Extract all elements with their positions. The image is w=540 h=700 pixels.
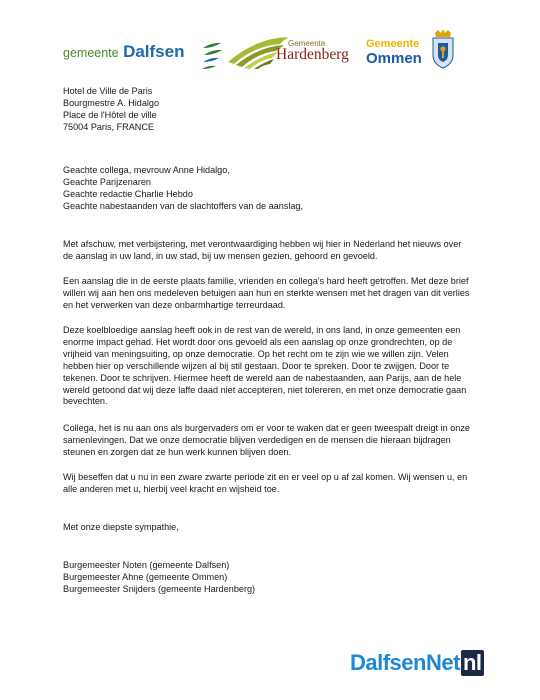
address-line: Place de l'Hôtel de ville [63, 109, 157, 120]
body-paragraph-5 [63, 472, 483, 496]
salutation-line: Geachte redactie Charlie Hebdo [63, 188, 193, 199]
salutation-line: Geachte nabestaanden van de slachtoffers van de aanslag, [63, 200, 303, 211]
ommen-logo-prefix: Gemeente [366, 38, 420, 50]
closing [63, 522, 179, 534]
watermark-part-net: Net [425, 650, 460, 675]
salutation-line: Geachte Parijzenaren [63, 176, 151, 187]
watermark-part-nl: nl [462, 650, 482, 675]
paragraph-text: Wij beseffen dat u nu in een zware zwarte periode zit en er veel op u af zal komen. Wij wensen u, en alle anderen met u, hierbij veel kracht en wijsheid toe. [63, 472, 468, 494]
body-paragraph-4 [63, 423, 483, 459]
ommen-logo-name: Ommen [366, 50, 422, 67]
ommen-logo [366, 38, 430, 68]
crest-icon [430, 29, 456, 69]
address-line: 75004 Paris, FRANCE [63, 121, 154, 132]
salutation-block [63, 165, 303, 213]
hardenberg-logo-name: Hardenberg [276, 46, 349, 63]
dalfsen-logo-prefix: gemeente [63, 46, 119, 60]
paragraph-text: Met afschuw, met verbijstering, met verontwaardiging hebben wij hier in Nederland het nieuws over de aanslag in uw land, in uw stad, bij uw mensen gezien, gehoord en gevoeld. [63, 239, 462, 261]
paragraph-text: Deze koelbloedige aanslag heeft ook in de rest van de wereld, in ons land, in onze gemeenten een enorme impact gehad. Het wordt door ons gevoeld als een aanslag op onze grondrechten, op de vrijheid van meningsuiting, op onze democratie. Op het recht om te zijn wie we willen zijn. Velen hebben hier op verschillende wijzen al bij stil gestaan. Door te spreken. Door te zwijgen. Door te tekenen. Door te schrijven. Hiermee heeft de wereld aan de nabestaanden, aan Parijs, aan de hele wereld getoond dat wij deze laffe daad niet accepteren, niet tolereren, en met onze democratie gaan bevechten. [63, 325, 467, 407]
dalfsen-logo-name: Dalfsen [123, 42, 185, 61]
watermark-part-dalfsen: Dalfsen [350, 650, 426, 675]
paragraph-text: Een aanslag die in de eerste plaats familie, vrienden en collega's hard heeft getroffen. Met deze brief willen wij aan hen ons medeleven betuigen aan hun en sterkte wensen met het dragen van dit verlies en het verwerken van deze onbarmhartige terreurdaad. [63, 276, 470, 310]
dalfsen-logo [63, 40, 223, 70]
dalfsen-leaf-icon [201, 40, 223, 70]
address-line: Bourgmestre A. Hidalgo [63, 97, 160, 108]
closing-text: Met onze diepste sympathie, [63, 522, 179, 532]
salutation-line: Geachte collega, mevrouw Anne Hidalgo, [63, 165, 230, 175]
recipient-address [63, 86, 159, 134]
body-paragraph-3 [63, 325, 483, 408]
signature-line: Burgemeester Noten (gemeente Dalfsen) [63, 560, 230, 570]
body-paragraph-2 [63, 276, 483, 312]
paragraph-text: Collega, het is nu aan ons als burgervaders om er voor te waken dat er geen tweespalt dreigt in onze samenlevingen. Dat we onze democratie blijven verdedigen en de mensen die hieraan bijdragen steunen en zorgen dat ze hun werk kunnen blijven doen. [63, 423, 470, 457]
signature-line: Burgemeester Ahne (gemeente Ommen) [63, 571, 228, 582]
body-paragraph-1 [63, 239, 483, 263]
address-line: Hotel de Ville de Paris [63, 86, 153, 96]
hardenberg-logo [226, 34, 358, 70]
hardenberg-logo-prefix: Gemeente [288, 39, 326, 48]
dalfsennet-watermark [350, 650, 484, 676]
signature-block [63, 560, 255, 596]
signature-line: Burgemeester Snijders (gemeente Hardenberg) [63, 583, 256, 594]
